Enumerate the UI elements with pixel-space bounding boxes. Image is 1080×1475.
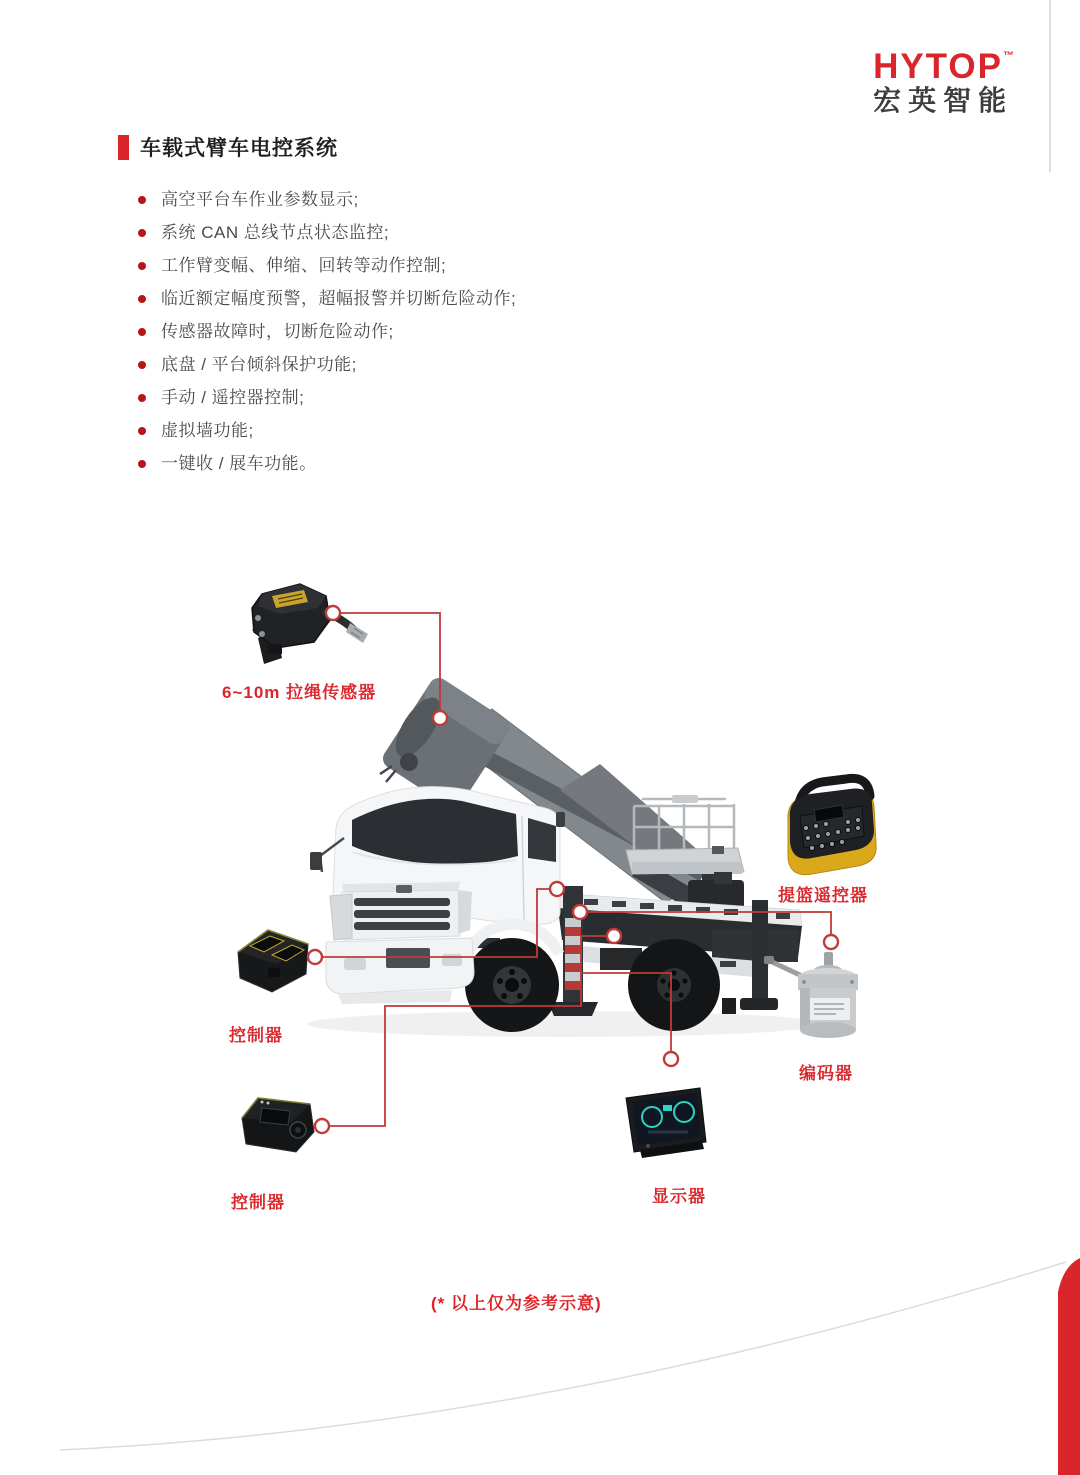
footer-corner-accent: [1058, 1258, 1080, 1475]
page-title: 车载式臂车电控系统: [140, 137, 338, 160]
feature-text: 临近额定幅度预警，超幅报警并切断危险动作;: [161, 289, 517, 308]
rope-sensor-label: 6~10m 拉绳传感器: [222, 683, 377, 702]
feature-text: 虚拟墙功能;: [161, 421, 254, 440]
feature-text: 一键收 / 展车功能。: [161, 454, 317, 473]
trademark-symbol: ™: [1003, 50, 1014, 62]
feature-text: 底盘 / 平台倾斜保护功能;: [161, 355, 357, 374]
controller-top-label: 控制器: [229, 1026, 283, 1045]
rope-sensor-illustration: [252, 584, 368, 664]
controller-top-illustration: [238, 930, 308, 992]
display-label: 显示器: [652, 1187, 706, 1206]
encoder-label: 编码器: [799, 1064, 853, 1083]
feature-text: 系统 CAN 总线节点状态监控;: [161, 223, 390, 242]
feature-text: 高空平台车作业参数显示;: [161, 190, 359, 209]
display-illustration: [626, 1088, 706, 1158]
controller-bottom-label: 控制器: [231, 1193, 285, 1212]
feature-text: 传感器故障时，切断危险动作;: [161, 322, 394, 341]
reference-footnote: (* 以上仅为参考示意): [431, 1294, 602, 1313]
feature-text: 工作臂变幅、伸缩、回转等动作控制;: [161, 256, 447, 275]
feature-text: 手动 / 遥控器控制;: [161, 388, 305, 407]
brand-name: HYTOP: [873, 47, 1003, 86]
controller-bottom-illustration: [242, 1098, 314, 1152]
company-name: 宏英智能: [873, 85, 1014, 116]
truck-illustration: [310, 674, 802, 1032]
basket-remote-illustration: [788, 778, 876, 874]
basket-remote-label: 提篮遥控器: [778, 886, 868, 905]
